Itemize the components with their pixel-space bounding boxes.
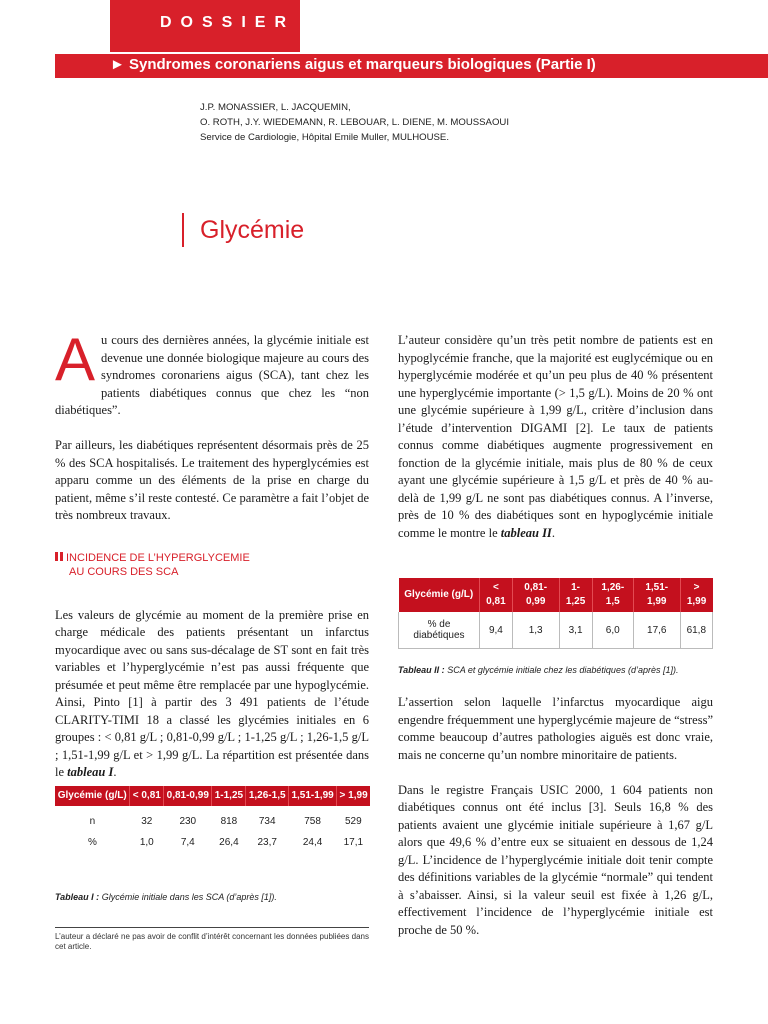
footnote: L’auteur a déclaré ne pas avoir de conflit d’intérêt concernant les données publiées dans cet article.	[55, 932, 369, 951]
intro-paragraph-1-text: u cours des dernières années, la glycémie initiale est devenue une donnée biologique majeure au cours des syndromes coronariens aigus (SCA), tant chez les patients diabétiques connus que chez les “non diabétiques”.	[55, 333, 369, 417]
table-cell: 1,3	[512, 612, 559, 649]
footnote-divider	[55, 927, 369, 928]
section-marker-icon	[55, 552, 63, 561]
table-cell: 61,8	[680, 612, 712, 649]
section-heading	[55, 551, 369, 579]
table-header-cell: < 0,81	[479, 578, 512, 612]
table-header-cell: 1,26-1,5	[592, 578, 633, 612]
table-header-cell: Glycémie (g/L)	[55, 786, 130, 806]
section-paragraph-1: Les valeurs de glycémie au moment de la première prise en charge médicale des patients présentant un infarctus myocardique avec ou sans sus-décalage de ST sont en fait très variables et l’hyperglycémie n’est pas aussi fréquente que présumée et peut même être remplacée par une hypoglycémie. Ainsi, Pinto [1] à partir des 3 491 patients de l’étude CLARITY-TIMI 18 a classé les glycémies initiales en 6 groupes : < 0,81 g/L ; 0,81-0,99 g/L ; 1-1,25 g/L ; 1,26-1,5 g/L ; 1,51-1,99 g/L et > 1,99 g/L. La répartition est présentée dans le tableau I.	[55, 607, 369, 779]
authors-line-1: J.P. MONASSIER, L. JACQUEMIN,	[200, 102, 351, 113]
caption-text: Glycémie initiale dans les SCA (d’après [1]).	[99, 892, 277, 902]
table-2	[398, 578, 713, 649]
table-cell: 1,0	[139, 837, 154, 848]
table-cell: 32	[141, 816, 153, 827]
author-block	[200, 100, 600, 145]
table-1	[55, 786, 370, 853]
table-header-cell: 1-1,25	[212, 786, 246, 806]
table-header-cell: > 1,99	[680, 578, 712, 612]
heading-accent-line	[182, 213, 184, 247]
table-header-cell: 0,81-0,99	[512, 578, 559, 612]
table-header-cell: > 1,99	[337, 786, 370, 806]
section-heading-line-2: AU COURS DES SCA	[69, 565, 179, 578]
table-cell: 23,7	[257, 837, 277, 848]
intro-paragraph-2: Par ailleurs, les diabétiques représentent désormais près de 25 % des SCA hospitalisés. Le traitement des hyperglycémies est apparu comme un des éléments de la prise en charge du patient, même s’il reste contesté. Ce paramètre a fait l’objet de très nombreux travaux.	[55, 438, 369, 522]
right-paragraph-2: L’assertion selon laquelle l’infarctus myocardique aigu engendre fréquemment une hyperglycémie majeure de “stress” comme beaucoup d’autres pathologies aiguës est donc vraie, mais ne concerne qu’un nombre minoritaire de patients.	[398, 695, 713, 762]
table-header-cell: 1,51-1,99	[633, 578, 680, 612]
article-title: Glycémie	[200, 216, 305, 244]
table-cell: 17,1	[343, 837, 364, 848]
table-cell: 529	[345, 816, 362, 827]
left-column	[55, 326, 369, 799]
table-cell: 6,0	[592, 612, 633, 649]
table-header-cell: 1,26-1,5	[246, 786, 289, 806]
table-cell: 758	[304, 816, 321, 827]
table-2-header-row	[399, 578, 713, 612]
table-cell: 230	[179, 816, 197, 827]
authors-affiliation: Service de Cardiologie, Hôpital Emile Muller, MULHOUSE.	[200, 132, 449, 143]
table-cell: 3,1	[559, 612, 592, 649]
table-cell: % de diabétiques	[399, 612, 480, 649]
authors-line-2: O. ROTH, J.Y. WIEDEMANN, R. LEBOUAR, L. DIENE, M. MOUSSAOUI	[200, 117, 509, 128]
table-1-caption	[55, 892, 277, 902]
table-cell: 818	[220, 816, 238, 827]
right-column-lower	[398, 694, 713, 957]
table-header-cell: Glycémie (g/L)	[399, 578, 480, 612]
table-cell: 26,4	[219, 837, 239, 848]
caption-text: SCA et glycémie initiale chez les diabétiques (d’après [1]).	[444, 665, 679, 675]
right-column	[398, 332, 713, 560]
right-paragraph-1-text: L’auteur considère qu’un très petit nombre de patients est en hypoglycémie franche, que la majorité est euglycémique ou en hyperglycémie modérée et qu’un peu plus de 40 % présentent une hyperglycémie importante (> 1,5 g/L). Moins de 20 % ont une glycémie supérieure à 1,99 g/L, critère d’inclusion dans l’étude d’intervention DIGAMI [2]. Le taux de patients connus comme diabétiques augmente progressivement en fonction de la glycémie initiale, mais plus de 80 % de ceux ayant une glycémie supérieure à 1,5 g/L et près de 40 % au-delà de 1,99 g/L ne sont pas diabétiques connus. A l’inverse, près de 10 % des diabétiques sont en hypoglycémie initiale comme le montre le	[398, 333, 713, 540]
table-cell: 7,4	[180, 837, 195, 848]
table-row	[55, 832, 370, 853]
caption-label: Tableau II :	[398, 665, 445, 675]
section-paragraph-1-text: Les valeurs de glycémie au moment de la première prise en charge médicale des patients présentant un infarctus myocardique avec ou sans sus-décalage de ST sont en fait très variables et l’hyperglycémie n’est pas aussi fréquente que présumée et peut même être remplacée par une hypoglycémie. Ainsi, Pinto [1] à partir des 3 491 patients de l’étude CLARITY-TIMI 18 a classé les glycémies initiales en 6 groupes : < 0,81 g/L ; 0,81-0,99 g/L ; 1-1,25 g/L ; 1,26-1,5 g/L ; 1,51-1,99 g/L et > 1,99 g/L. La répartition est présentée dans le	[55, 607, 369, 779]
table-1-reference: tableau I	[67, 765, 114, 779]
drop-cap: A	[55, 326, 96, 393]
table-header-cell: 1,51-1,99	[288, 786, 336, 806]
caption-label: Tableau I :	[55, 892, 100, 902]
table-header-cell: 0,81-0,99	[164, 786, 212, 806]
table-1-header-row	[55, 786, 370, 806]
table-header-cell: < 0,81	[130, 786, 164, 806]
right-paragraph-3: Dans le registre Français USIC 2000, 1 604 patients non diabétiques connus ont été inclus [3]. Seuls 16,8 % des patients avaient une glycémie initiale supérieure à 1,67 g/L alors que 49,6 % d’entre eux se situaient en dessous de 1,24 g/L. L’incidence de l’hyperglycémie initiale doit tenir compte des définitions variables de la glycémie “normale” qui tendent à s’abaisser. Ainsi, si la valeur seuil est fixée à 1,26 g/L, effectivement l’incidence de l’hyperglycémie initiale est proche de 50 %.	[398, 782, 713, 937]
table-cell: 9,4	[479, 612, 512, 649]
table-cell: %	[88, 837, 97, 848]
table-row	[399, 612, 713, 649]
section-tab: DOSSIER	[110, 0, 300, 52]
intro-paragraph-1	[55, 326, 369, 420]
table-cell: n	[89, 816, 96, 827]
table-2-reference: tableau II	[500, 525, 552, 540]
table-header-cell: 1-1,25	[559, 578, 592, 612]
table-cell: 734	[258, 816, 276, 827]
section-heading-line-1: INCIDENCE DE L’HYPERGLYCEMIE	[66, 551, 250, 564]
table-row	[55, 806, 370, 832]
table-2-caption	[398, 665, 678, 675]
table-cell: 24,4	[302, 837, 323, 848]
right-paragraph-1: L’auteur considère qu’un très petit nombre de patients est en hypoglycémie franche, que la majorité est euglycémique ou en hyperglycémie modérée et qu’un peu plus de 40 % présentent une hyperglycémie importante (> 1,5 g/L). Moins de 20 % ont une glycémie supérieure à 1,99 g/L, critère d’inclusion dans l’étude d’intervention DIGAMI [2]. Le taux de patients connus comme diabétiques augmente progressivement en fonction de la glycémie initiale, mais plus de 80 % de ceux ayant une glycémie supérieure à 1,5 g/L et près de 40 % au-delà de 1,99 g/L ne sont pas diabétiques connus. A l’inverse, près de 10 % des diabétiques sont en hypoglycémie initiale comme le montre le tableau II.	[398, 333, 713, 540]
table-cell: 17,6	[633, 612, 680, 649]
series-title-bar: ► Syndromes coronariens aigus et marqueurs biologiques (Partie I)	[55, 54, 768, 78]
